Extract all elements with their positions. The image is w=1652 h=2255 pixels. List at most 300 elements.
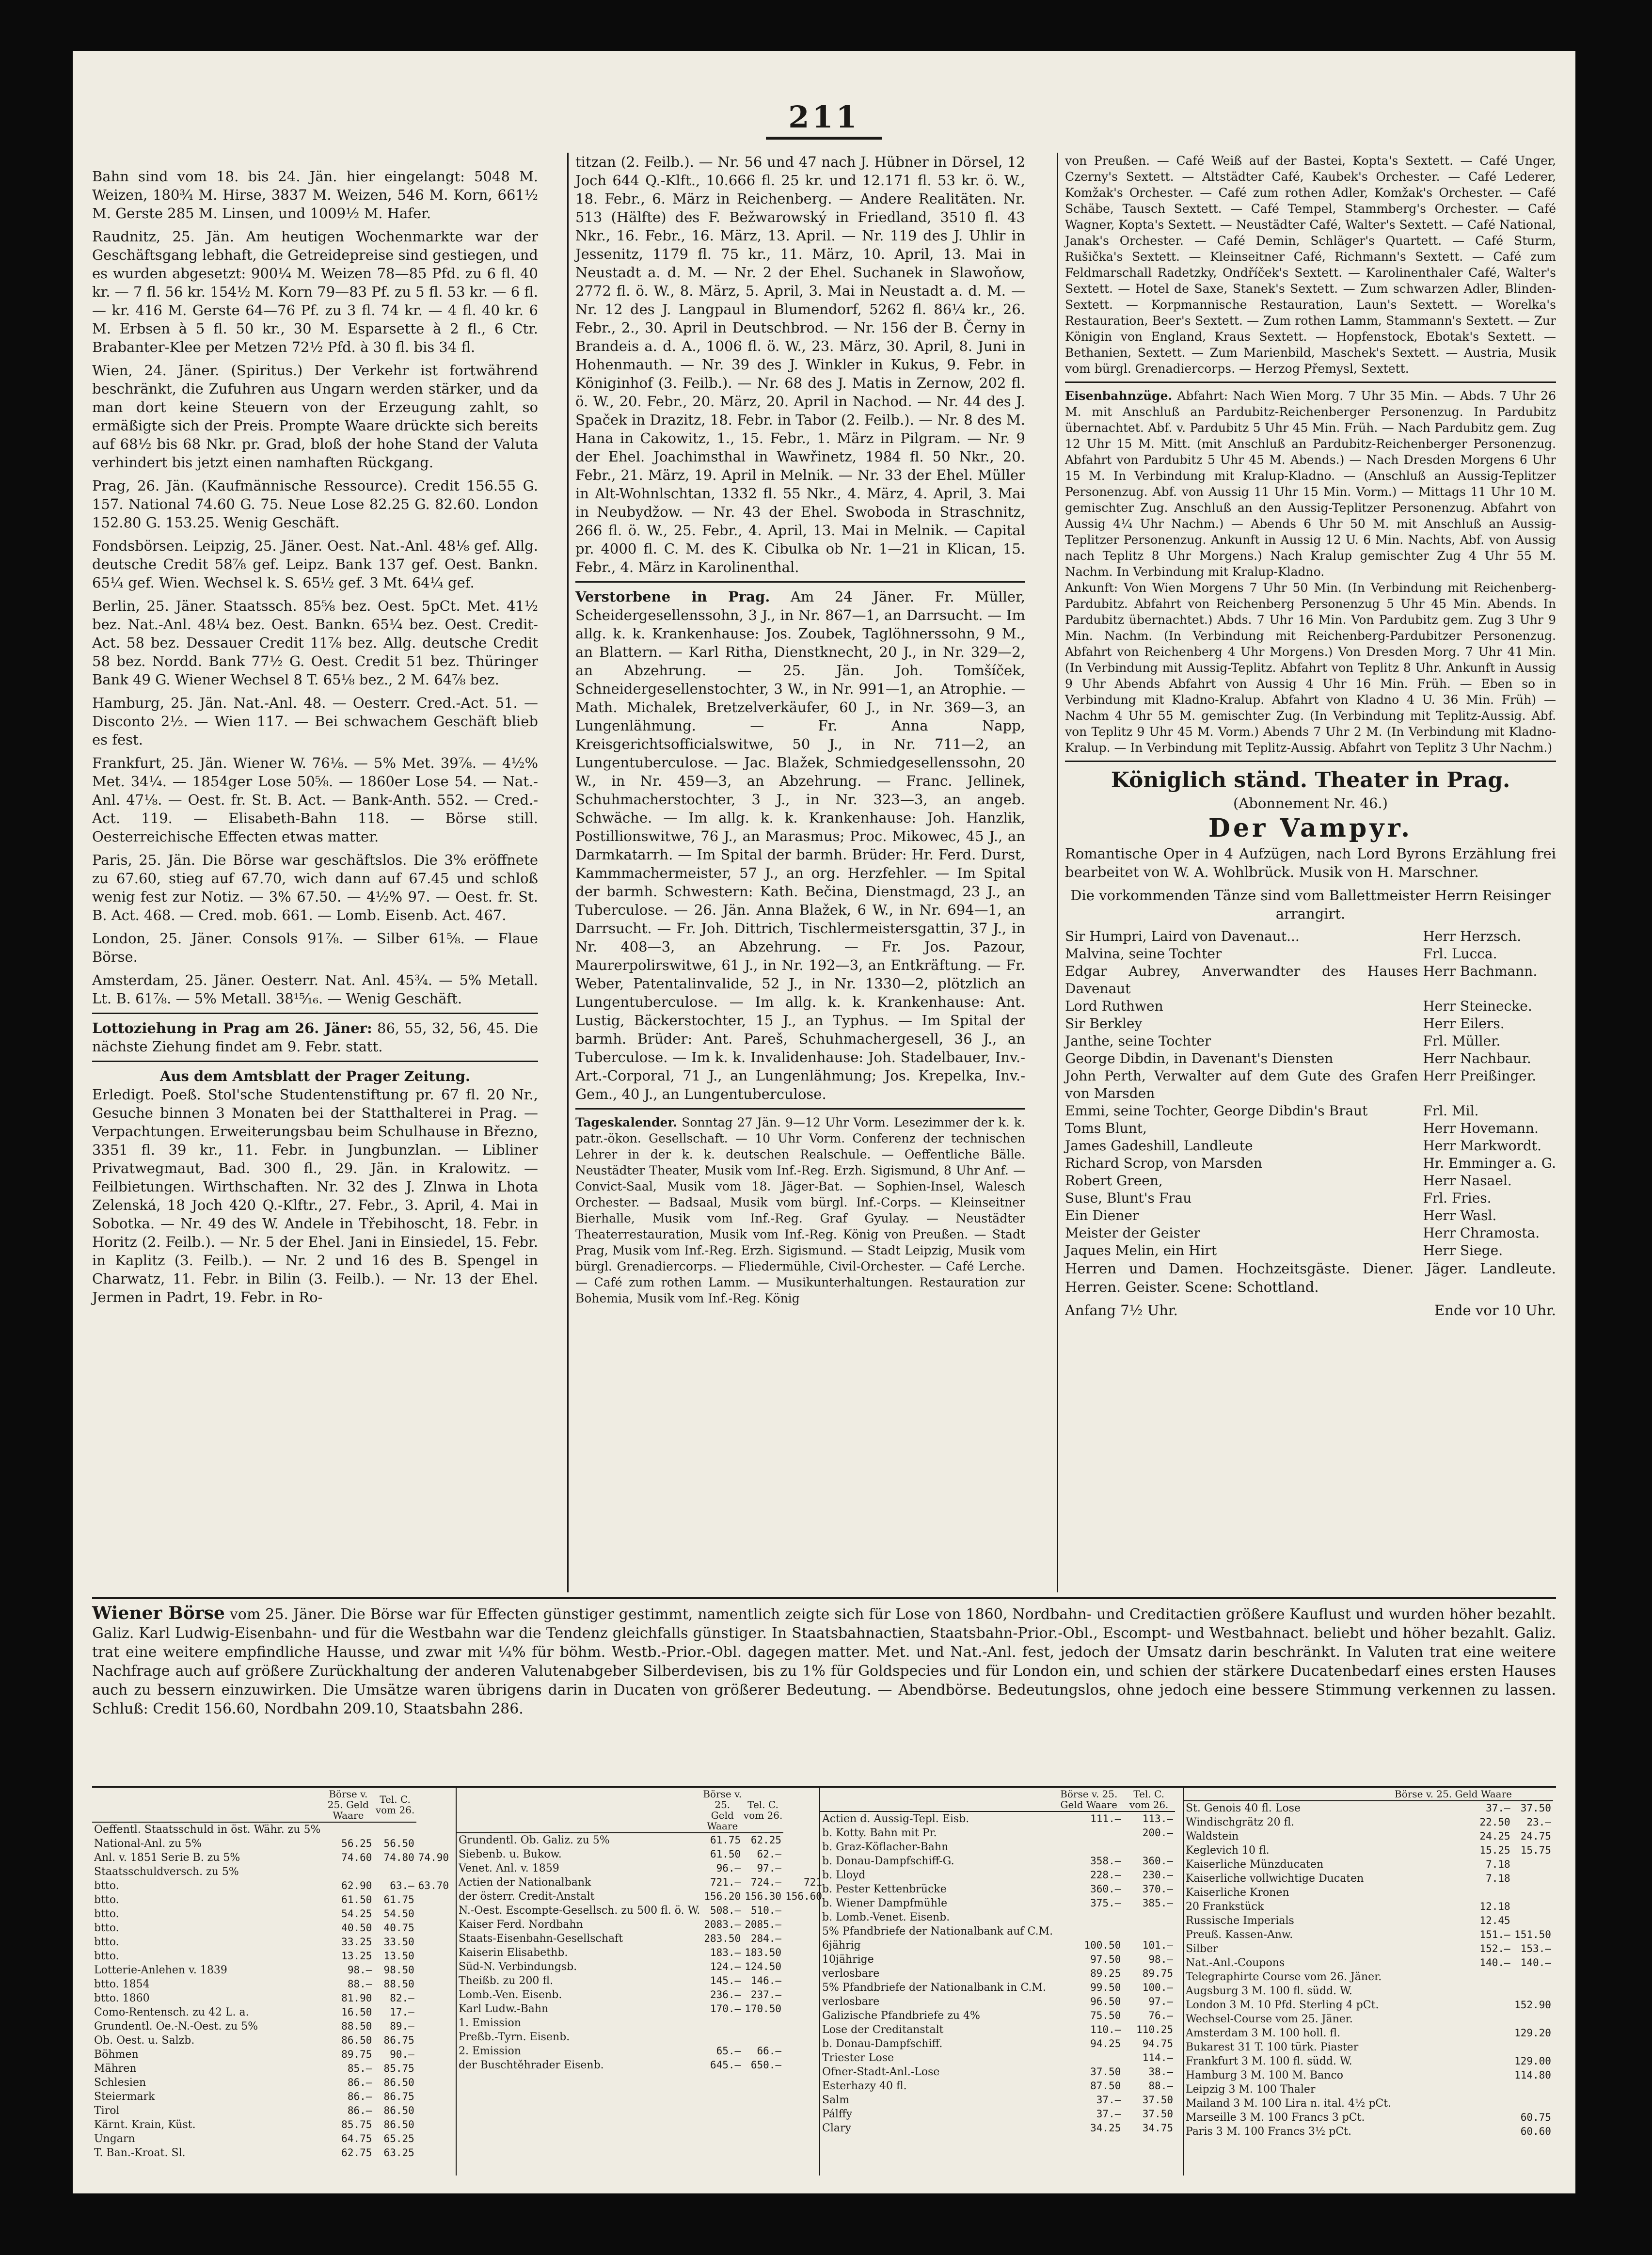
cell-waare: 65.25 [383, 2133, 414, 2144]
cell-waare: 114.— [1142, 2052, 1173, 2064]
cell-name: btto. [94, 1950, 119, 1962]
table-row [820, 2023, 1179, 2037]
table-row [1184, 1984, 1557, 1998]
cell-waare: 15.75 [1520, 1844, 1551, 1856]
cell-waare: 89.75 [1142, 1968, 1173, 1979]
cell-waare: 89.— [390, 2020, 414, 2032]
cell-name: Venet. Anl. v. 1859 [459, 1862, 559, 1874]
cell-geld: 12.18 [1479, 1901, 1510, 1912]
cell-geld [1394, 1886, 1512, 1900]
cell-tel [1553, 1900, 1557, 1914]
market-report-paragraph: Paris, 25. Jän. Die Börse war geschäftslos. Die 3% eröffnete zu 67.60, stieg auf 67.70, wich dann auf 67.45 und schloß wenig fest zur Notiz. — 3% 67.50. — 4½% 97. — Oest. fr. St. B. Act. 468. — Cred. mob. 661. — Lomb. Eisenb. Act. 467. [92, 852, 538, 923]
boerse-text: vom 25. Jäner. Die Börse war für Effecten günstiger gestimmt, namentlich zeigte sich für Lose von 1860, Nordbahn- und Creditactien größere Kauflust und wurden höher bezahlt. Galiz. Karl Ludwig-Eisenbahn- und für die Westbahn war die Tendenz gleichfalls günstiger. In Staatsbahnactien, Staatsbahn-Prior.-Obl., Escompt- und Westbahnact. beliebt und höher bezahlt. Galiz. trat eine weitere empfindliche Hausse, und zwar mit ¼% für böhm. Westb.-Prior.-Obl. dagegen matter. Met. und Nat.-Anl. fest, jedoch der Umsatz darin beschränkt. In Valuten trat eine weitere Nachfrage auch auf größere Zurückhaltung der anderen Valutenabgeber Silberdevisen, bis zu 1% für Goldspecies und für London ein, und schien der stärkere Ducatenbedarf eines ersten Hauses auch zu bessern einzuwirken. Die Umsätze waren übrigens darin in Ducaten von größerer Bedeutung. — Abendbörse. Bedeutungslos, ohne jedoch eine bessere Stimmung verkennen zu lassen. Schluß: Credit 156.60, Nordbahn 209.10, Staatsbahn 286. [92, 1606, 1556, 1717]
cell-geld: 183.— [710, 1947, 741, 1958]
exchange-table-3 [819, 1788, 1179, 2176]
cell-tel [416, 1991, 451, 2005]
cell-tel [1175, 1995, 1179, 2009]
cell-waare: 38.— [1148, 2066, 1173, 2078]
cast-actor: Hr. Emminger a. G. [1423, 1155, 1556, 1171]
cell-tel: 63.70 [418, 1880, 449, 1891]
cell-waare: 230.— [1142, 1869, 1173, 1881]
cell-geld: 86.50 [341, 2034, 372, 2046]
exchange-table-4 [1183, 1788, 1557, 2176]
cell-tel [1553, 2096, 1557, 2111]
cell-geld: 24.25 [1479, 1830, 1510, 1842]
table-row [457, 2058, 824, 2072]
cell-name: verlosbare [822, 1996, 880, 2008]
table-row [1184, 1801, 1557, 1815]
table-row [92, 1893, 451, 1907]
cell-name: btto. [94, 1894, 119, 1906]
cell-geld: 65.— [716, 2045, 741, 2057]
cell-name: b. Lomb.-Venet. Eisenb. [822, 1911, 950, 1923]
table-row [1184, 2054, 1557, 2068]
cast-actor: Frl. Mil. [1423, 1103, 1479, 1119]
cell-name: Nat.-Anl.-Coupons [1186, 1957, 1285, 1969]
table-header-name [92, 1788, 322, 1822]
cell-tel [416, 2090, 451, 2104]
cell-waare [1512, 1984, 1553, 1998]
table-row [820, 1995, 1179, 2009]
table-row [1184, 1815, 1557, 1829]
cell-tel [416, 1837, 451, 1851]
table-row [92, 1991, 451, 2005]
play-title: Der Vampyr. [1208, 813, 1413, 843]
cell-waare: 90.— [390, 2049, 414, 2060]
cell-tel [783, 1932, 824, 1946]
table-row [92, 2090, 451, 2104]
cell-geld: 88.50 [341, 2020, 372, 2032]
table-row [457, 1960, 824, 1974]
cell-name: Waldstein [1186, 1830, 1239, 1842]
market-report-paragraph: London, 25. Jäner. Consols 91⅞. — Silber 61⅝. — Flaue Börse. [92, 930, 538, 965]
cell-waare: 63.25 [383, 2147, 414, 2159]
cell-name: btto. 1854 [94, 1978, 150, 1990]
cell-tel [1175, 2079, 1179, 2093]
cell-tel [783, 1918, 824, 1932]
table-header-name [1184, 1788, 1394, 1801]
cell-tel [1175, 2065, 1179, 2079]
cell-tel [1553, 1928, 1557, 1942]
cell-tel [1553, 1984, 1557, 1998]
cast-role: Richard Scrop, von Marsden [1065, 1155, 1262, 1171]
cell-tel [1553, 2082, 1557, 2096]
cell-geld: 100.50 [1084, 1939, 1121, 1951]
cell-tel [1175, 1868, 1179, 1882]
cell-waare: 66.— [757, 2045, 782, 2057]
cell-name: 5% Pfandbriefe der Nationalbank auf C.M. [822, 1925, 1053, 1937]
cell-geld: 99.50 [1090, 1982, 1121, 1993]
cell-tel [1553, 1858, 1557, 1872]
cell-geld: 33.25 [341, 1936, 372, 1948]
cast-role: Malvina, seine Tochter [1065, 946, 1222, 962]
cell-waare: 98.— [1148, 1953, 1173, 1965]
cell-geld: 140.— [1479, 1957, 1510, 1969]
amtsblatt-title: Aus dem Amtsblatt der Prager Zeitung. [159, 1068, 471, 1084]
table-row [1184, 2125, 1557, 2139]
cell-geld: 15.25 [1479, 1844, 1510, 1856]
cell-name: Windischgrätz 20 fl. [1186, 1816, 1295, 1828]
cell-tel [1175, 1938, 1179, 1953]
cell-waare: 284.— [750, 1933, 782, 1944]
cell-tel [1553, 1914, 1557, 1928]
cell-name: 6jährig [822, 1939, 861, 1952]
table-row [457, 1974, 824, 1988]
table-row [457, 2044, 824, 2058]
cell-tel [1553, 1872, 1557, 1886]
cell-tel [416, 1963, 451, 1977]
cell-geld: 37.50 [1090, 2066, 1121, 2078]
cell-name: Anl. v. 1851 Serie B. zu 5% [94, 1852, 240, 1864]
cell-name: der Buschtěhrader Eisenb. [459, 2059, 604, 2071]
table-row [820, 1840, 1179, 1854]
cell-tel [783, 1960, 824, 1974]
cell-waare: 200.— [1142, 1827, 1173, 1839]
cell-tel [1175, 2009, 1179, 2023]
cell-name: Siebenb. u. Bukow. [459, 1848, 562, 1860]
cell-waare: 237.— [750, 1989, 782, 2001]
cell-name: Kaiserliche vollwichtige Ducaten [1186, 1873, 1364, 1885]
cell-tel [1553, 2040, 1557, 2054]
cell-geld: 81.90 [341, 1992, 372, 2004]
cell-geld: 110.— [1090, 2024, 1121, 2035]
table-row [820, 2121, 1179, 2135]
cast-role: Suse, Blunt's Frau [1065, 1190, 1192, 1206]
cell-tel [416, 2062, 451, 2076]
cell-tel [416, 1907, 451, 1921]
cast-row [1065, 998, 1556, 1015]
cell-waare: 114.80 [1514, 2069, 1551, 2081]
cast-actor: Herr Siege. [1423, 1242, 1503, 1258]
table-row [92, 1949, 451, 1963]
cell-name: Schlesien [94, 2077, 146, 2089]
boerse-title: Wiener Börse [92, 1603, 225, 1623]
cell-waare [743, 2016, 783, 2030]
cell-tel [1175, 2037, 1179, 2051]
cell-tel [783, 2016, 824, 2030]
cell-geld [1394, 1970, 1512, 1984]
cell-waare [1123, 1910, 1175, 1924]
exchange-table-2 [456, 1788, 822, 2176]
cell-name: Kaiserliche Kronen [1186, 1887, 1289, 1899]
cell-tel [416, 2146, 451, 2160]
cell-tel [416, 2048, 451, 2062]
cell-tel [1175, 1924, 1179, 1938]
cell-geld: 645.— [710, 2059, 741, 2071]
cell-name: Mähren [94, 2063, 137, 2075]
cell-waare: 13.50 [383, 1950, 414, 1962]
cell-geld [1394, 2082, 1512, 2096]
cell-geld [702, 2016, 743, 2030]
amtsblatt-text: Erledigt. Poeß. Stol'sche Studentenstiftung pr. 67 fl. 20 Nr., Gesuche binnen 3 Monaten bei der Statthalterei in Prag. — Verpachtungen. Erweiterungsbau beim Schulhause in Březno, 3351 fl. 39 kr., 11. Febr. in Jungbunzlan. — Libliner Privatwegmaut, Bad. 300 fl., 29. Jän. in Kralowitz. — Feilbietungen. Wirthschaften. Nr. 32 des J. Zlnwa in Lhota Zelenská, 18 Joch 420 Q.-Klftr., 27. Febr., 3. April, 4. Mai in Sobotka. — Nr. 49 des W. Andele in Třebihoscht, 18. Febr. in Horitz (2. Feilb.). — Nr. 5 der Ehel. Jani in Einsiedel, 15. Febr. in Kaplitz (3. Feilb.). — Nr. 2 und 16 des B. Spengel in Charwatz, 11. Febr. in Bilin (3. Feilb.). — Nr. 13 der Ehel. Jermen in Padrt, 19. Febr. in Ro- [92, 1086, 538, 1305]
cell-geld [1394, 2111, 1512, 2125]
cell-geld: 86.— [347, 2091, 372, 2102]
cast-role: Sir Berkley [1065, 1016, 1143, 1032]
eisenbahn-section [1065, 388, 1556, 756]
cast-role: George Dibdin, in Davenant's Diensten [1065, 1050, 1334, 1066]
table-header-boerse: Börse v. 25. Geld Waare [322, 1788, 374, 1822]
column-auctions-deaths [567, 153, 1025, 1592]
cell-tel [1175, 1882, 1179, 1896]
cast-actor: Herr Wasl. [1423, 1207, 1497, 1223]
cell-waare: 85.75 [383, 2063, 414, 2074]
lotto-section [92, 1019, 538, 1056]
cell-tel [1175, 1981, 1179, 1995]
cell-waare: 370.— [1142, 1883, 1173, 1895]
cell-name: btto. [94, 1922, 119, 1934]
cell-name: Marseille 3 M. 100 Francs 3 pCt. [1186, 2112, 1365, 2124]
cell-tel [1553, 1956, 1557, 1970]
cell-waare [1512, 1914, 1553, 1928]
cell-name: 2. Emission [459, 2045, 521, 2057]
table-row [1184, 2068, 1557, 2082]
cell-geld: 97.50 [1090, 1953, 1121, 1965]
cell-geld: 228.— [1090, 1869, 1121, 1881]
play-description: Romantische Oper in 4 Aufzügen, nach Lord Byrons Erzählung frei bearbeitet von W. A. Wohlbrück. Musik von H. Marschner. [1065, 845, 1556, 880]
cast-actor: Frl. Müller. [1423, 1033, 1501, 1049]
cell-tel [1553, 2068, 1557, 2082]
cell-name: Steiermark [94, 2091, 155, 2103]
cell-waare: 62.25 [750, 1834, 782, 1846]
cell-tel [1553, 1815, 1557, 1829]
cell-name: btto. 1860 [94, 1992, 150, 2004]
theater-title: Königlich ständ. Theater in Prag. [1111, 768, 1510, 793]
cast-row [1065, 945, 1556, 963]
cell-name: Tirol [94, 2105, 120, 2117]
cell-name: St. Genois 40 fl. Lose [1186, 1802, 1301, 1814]
table-row [457, 1904, 824, 1918]
table-header-name [820, 1788, 1055, 1811]
table-row [820, 1868, 1179, 1882]
table-row [820, 2107, 1179, 2121]
cell-name: b. Donau-Dampfschiff-G. [822, 1855, 954, 1867]
cell-name: Augsburg 3 M. 100 fl. südd. W. [1186, 1985, 1352, 1997]
market-report-paragraph: Hamburg, 25. Jän. Nat.-Anl. 48. — Oesterr. Cred.-Act. 51. — Disconto 2½. — Wien 117. — Bei schwachem Geschäft blieb es fest. [92, 695, 538, 748]
table-row [457, 1988, 824, 2002]
cell-name: Kaiser Ferd. Nordbahn [459, 1919, 583, 1931]
cell-tel [1175, 1811, 1179, 1826]
cell-waare: 37.50 [1520, 1802, 1551, 1814]
market-report-paragraph: Prag, 26. Jän. (Kaufmännische Ressource). Credit 156.55 G. 157. National 74.60 G. 75. Neue Lose 82.25 G. 82.60. London 152.80 G. 153.25. Wenig Geschäft. [92, 477, 538, 531]
cell-waare: 86.75 [383, 2091, 414, 2102]
cast-actor: Herr Nachbaur. [1423, 1050, 1531, 1066]
table-row [820, 1981, 1179, 1995]
cell-name: Ungarn [94, 2133, 135, 2145]
cell-name: b. Graz-Köflacher-Bahn [822, 1841, 949, 1853]
newspaper-page [73, 51, 1575, 2193]
cell-waare [1123, 1840, 1175, 1854]
cell-tel [783, 1861, 824, 1875]
cell-name: London 3 M. 10 Pfd. Sterling 4 pCt. [1186, 1999, 1379, 2011]
cell-waare: 88.— [1148, 2080, 1173, 2092]
cast-actor: Frl. Fries. [1423, 1190, 1492, 1206]
cell-name: Böhmen [94, 2049, 139, 2061]
cell-name: b. Lloyd [822, 1869, 866, 1881]
cell-waare: 86.75 [383, 2034, 414, 2046]
cell-tel: 156.60 [785, 1890, 822, 1902]
cell-geld: 96.50 [1090, 1996, 1121, 2007]
cell-name: Frankfurt 3 M. 100 fl. südd. W. [1186, 2055, 1352, 2067]
cell-geld: 96.— [716, 1862, 741, 1874]
cell-name: Süd-N. Verbindungsb. [459, 1961, 577, 1973]
verstorbene-section [575, 588, 1025, 1103]
table-row [92, 2146, 451, 2160]
cell-tel [416, 2033, 451, 2048]
cell-geld: 40.50 [341, 1922, 372, 1934]
cell-name: Kärnt. Krain, Küst. [94, 2119, 196, 2131]
cast-row [1065, 1032, 1556, 1050]
table-row [92, 1977, 451, 1991]
cell-geld [1055, 1924, 1123, 1938]
performance-times [1065, 1301, 1556, 1319]
cell-tel [783, 2030, 824, 2044]
cell-waare: 23.— [1526, 1816, 1551, 1828]
table-row [820, 2065, 1179, 2079]
cell-name: N.-Oest. Escompte-Gesellsch. zu 500 fl. ö. W. [459, 1905, 700, 1917]
cell-name: National-Anl. zu 5% [94, 1838, 202, 1850]
table-row [820, 1938, 1179, 1953]
ankunft-text: Ankunft: Von Wien Morgens 7 Uhr 50 Min. (In Verbindung mit Reichenberg-Pardubitz. Abfahrt von Reichenberg Personenzug 5 Uhr 45 Min. Abends. In Pardubitz übernachtet.) Abds. 7 Uhr 16 Min. Von Pardubitz gem. Zug 3 Uhr 9 Min. Nachm. (In Verbindung mit Reichenberg-Pardubitzer Personenzug. Abfahrt von Reichenberg 4 Uhr Morgens.) Von Dresden Morg. 7 Uhr 41 Min. (In Verbindung mit Aussig-Teplitz. Abfahrt von Teplitz 8 Uhr. Ankunft in Aussig 9 Uhr Abends Abfahrt von Aussig 4 Uhr 16 Min. Früh. — Eben so in Verbindung mit Kladno-Kralup. Abfahrt von Kladno 4 U. 36 Min. Früh) — Nachm 4 Uhr 55 M. gemischter Zug. (In Verbindung mit Teplitz-Aussig. Abf. von Teplitz 9 Uhr 45 M. Vorm.) Abends 7 Uhr 2 M. (In Verbindung mit Kladno-Kralup. — In Verbindung mit Teplitz-Aussig. Abfahrt von Teplitz 3 Uhr Nachm.) [1065, 581, 1556, 755]
table-row [1184, 1886, 1557, 1900]
cast-row [1065, 1050, 1556, 1067]
table-row [1184, 1998, 1557, 2012]
cell-name: Grundentl. Oe.-N.-Oest. zu 5% [94, 2020, 258, 2033]
cast-role: Janthe, seine Tochter [1065, 1033, 1211, 1049]
table-row [92, 2118, 451, 2132]
cell-geld: 156.20 [704, 1890, 741, 1902]
cell-geld: 56.25 [341, 1838, 372, 1849]
cell-geld [1394, 2125, 1512, 2139]
cell-tel [416, 2019, 451, 2033]
table-row [92, 1837, 451, 1851]
start-time: Anfang 7½ Uhr. [1065, 1302, 1178, 1318]
table-row [92, 2005, 451, 2019]
cell-tel [1553, 2054, 1557, 2068]
cell-geld: 86.— [347, 2105, 372, 2116]
cell-name: Preuß. Kassen-Anw. [1186, 1929, 1293, 1941]
cafes-text: von Preußen. — Café Weiß auf der Bastei, Kopta's Sextett. — Café Unger, Czerny's Sextett. — Altstädter Café, Kaubek's Orchester. — Café Lederer, Komžak's Orchester. — Café zum rothen Adler, Komžak's Orchester. — Café Schäbe, Tausch Sextett. — Café Tempel, Stammberg's Orchester. — Café Wagner, Kopta's Sextett. — Neustädter Café, Walter's Sextett. — Café National, Janak's Orchester. — Café Demin, Schläger's Quartett. — Café Sturm, Rušička's Sextett. — Kleinseitner Café, Richmann's Sextett. — Café zum Feldmarschall Radetzky, Ondříček's Sextett. — Karolinenthaler Café, Walter's Sextett. — Hotel de Saxe, Stanek's Sextett. — Zum schwarzen Adler, Blinden-Sextett. — Korpmannische Restauration, Laun's Sextett. — Worelka's Restauration, Beer's Sextett. — Zum rothen Lamm, Stammann's Sextett. — Zur Königin von England, Kraus Sextett. — Hopfenstock, Ebotak's Sextett. — Bethanien, Sextett. — Zum Marienbild, Maschek's Sextett. — Austria, Musik vom bürgl. Grenadiercorps. — Herzog Přemysl, Sextett. [1065, 154, 1556, 376]
market-report-paragraph: Raudnitz, 25. Jän. Am heutigen Wochenmarkte war der Geschäftsgang lebhaft, die Getreidepreise sind gestiegen, und es wurden abgesetzt: 900¼ M. Weizen 78—85 Pfd. zu 6 fl. 40 kr. — 7 fl. 56 kr. 154½ M. Korn 79—83 Pf. zu 5 fl. 53 kr. — 6 fl. — kr. 416 M. Gerste 64—76 Pf. zu 3 fl. 74 kr. — 4 fl. 40 kr. 6 M. Erbsen à 5 fl. 50 kr., 30 M. Esparsette à 2 fl., 6 Ctr. Brabanter-Klee per Metzen 72½ Pfd. à 30 fl. bis 34 fl. [92, 228, 538, 355]
table-row [92, 1851, 451, 1865]
table-row [820, 1882, 1179, 1896]
cell-waare: 724.— [750, 1876, 782, 1888]
cell-geld [1394, 2026, 1512, 2040]
cast-row [1065, 1120, 1556, 1137]
table-row [1184, 2012, 1557, 2026]
cast-row [1065, 1067, 1556, 1102]
cast-role: Edgar Aubrey, Anverwandter des Hauses Davenaut [1065, 963, 1418, 997]
cell-tel [416, 1921, 451, 1935]
table-row [457, 1890, 824, 1904]
cell-geld: 7.18 [1486, 1873, 1510, 1884]
table-row [92, 2104, 451, 2118]
cell-geld: 94.25 [1090, 2038, 1121, 2049]
cell-waare: 110.25 [1136, 2024, 1173, 2035]
cell-name: Salm [822, 2094, 850, 2106]
cell-waare: 101.— [1142, 1939, 1173, 1951]
cell-waare: 17.— [390, 2006, 414, 2018]
cast-row [1065, 1015, 1556, 1032]
cell-geld [1394, 2096, 1512, 2111]
table-row [820, 1811, 1179, 1826]
cell-tel [783, 1946, 824, 1960]
cell-geld: 358.— [1090, 1855, 1121, 1867]
cell-geld [1055, 1826, 1123, 1840]
cell-name: Keglevich 10 fl. [1186, 1844, 1270, 1857]
cell-geld: 508.— [710, 1905, 741, 1916]
cell-name: Ob. Oest. u. Salzb. [94, 2034, 195, 2047]
cell-geld [1394, 2040, 1512, 2054]
table-row [92, 2076, 451, 2090]
cast-row [1065, 1137, 1556, 1155]
table-row [1184, 1970, 1557, 1984]
cell-name: Lomb.-Ven. Eisenb. [459, 1989, 562, 2001]
cell-name: Telegraphirte Course vom 26. Jäner. [1186, 1971, 1382, 1983]
cell-geld [1394, 2068, 1512, 2082]
cast-role: Meister der Geister [1065, 1225, 1200, 1241]
cell-waare: 86.50 [383, 2119, 414, 2130]
table-row [820, 1953, 1179, 1967]
cell-geld [1394, 1984, 1512, 1998]
cell-name: Paris 3 M. 100 Francs 3½ pCt. [1186, 2126, 1351, 2138]
cell-geld: 34.25 [1090, 2122, 1121, 2134]
cell-name: Karl Ludw.-Bahn [459, 2003, 549, 2015]
table-row [820, 1924, 1179, 1938]
cell-tel [416, 1865, 451, 1879]
cell-geld: 85.— [347, 2063, 372, 2074]
cell-geld: 151.— [1479, 1929, 1510, 1940]
cell-waare: 140.— [1520, 1957, 1551, 1969]
cell-geld: 89.25 [1090, 1968, 1121, 1979]
table-row [457, 1946, 824, 1960]
cell-tel [416, 2132, 451, 2146]
cell-waare [1512, 1872, 1553, 1886]
table-row [457, 2030, 824, 2044]
cell-geld: 54.25 [341, 1908, 372, 1920]
cell-name: verlosbare [822, 1968, 880, 1980]
cell-geld [1055, 1910, 1123, 1924]
cast-actor: Herr Nasael. [1423, 1173, 1512, 1189]
dance-note: Die vorkommenden Tänze sind vom Ballettmeister Herrn Reisinger arrangirt. [1070, 887, 1551, 922]
table-header-tel: Tel. C. vom 26. [1123, 1788, 1175, 1811]
cell-name: Ofner-Stadt-Anl.-Lose [822, 2066, 940, 2078]
cell-waare [1512, 2012, 1553, 2026]
cell-waare [374, 1822, 416, 1837]
cell-tel [1553, 2111, 1557, 2125]
table-row [92, 1963, 451, 1977]
cell-name: Staatsschuldversch. zu 5% [94, 1866, 239, 1878]
cell-waare: 86.50 [383, 2105, 414, 2116]
table-row [457, 1932, 824, 1946]
cast-role: James Gadeshill, Landleute [1065, 1138, 1253, 1154]
table-header-boerse: Börse v. 25. Geld Waare [703, 1788, 742, 1832]
cell-tel [1553, 1801, 1557, 1815]
cast-role: Toms Blunt, [1065, 1120, 1147, 1136]
cell-waare: 146.— [750, 1975, 782, 1986]
cell-name: Clary [822, 2122, 851, 2134]
cell-tel [783, 1974, 824, 1988]
cell-waare: 34.75 [1142, 2122, 1173, 2134]
cast-role: Robert Green, [1065, 1173, 1163, 1189]
amtsblatt-section [92, 1067, 538, 1306]
cell-tel [1175, 1967, 1179, 1981]
cell-waare: 153.— [1520, 1943, 1551, 1954]
table-row [92, 1907, 451, 1921]
cell-waare: 129.20 [1514, 2027, 1551, 2039]
cell-waare: 2085.— [745, 1919, 782, 1930]
cell-name: Grundentl. Ob. Galiz. zu 5% [459, 1834, 610, 1846]
table-row [457, 2002, 824, 2016]
